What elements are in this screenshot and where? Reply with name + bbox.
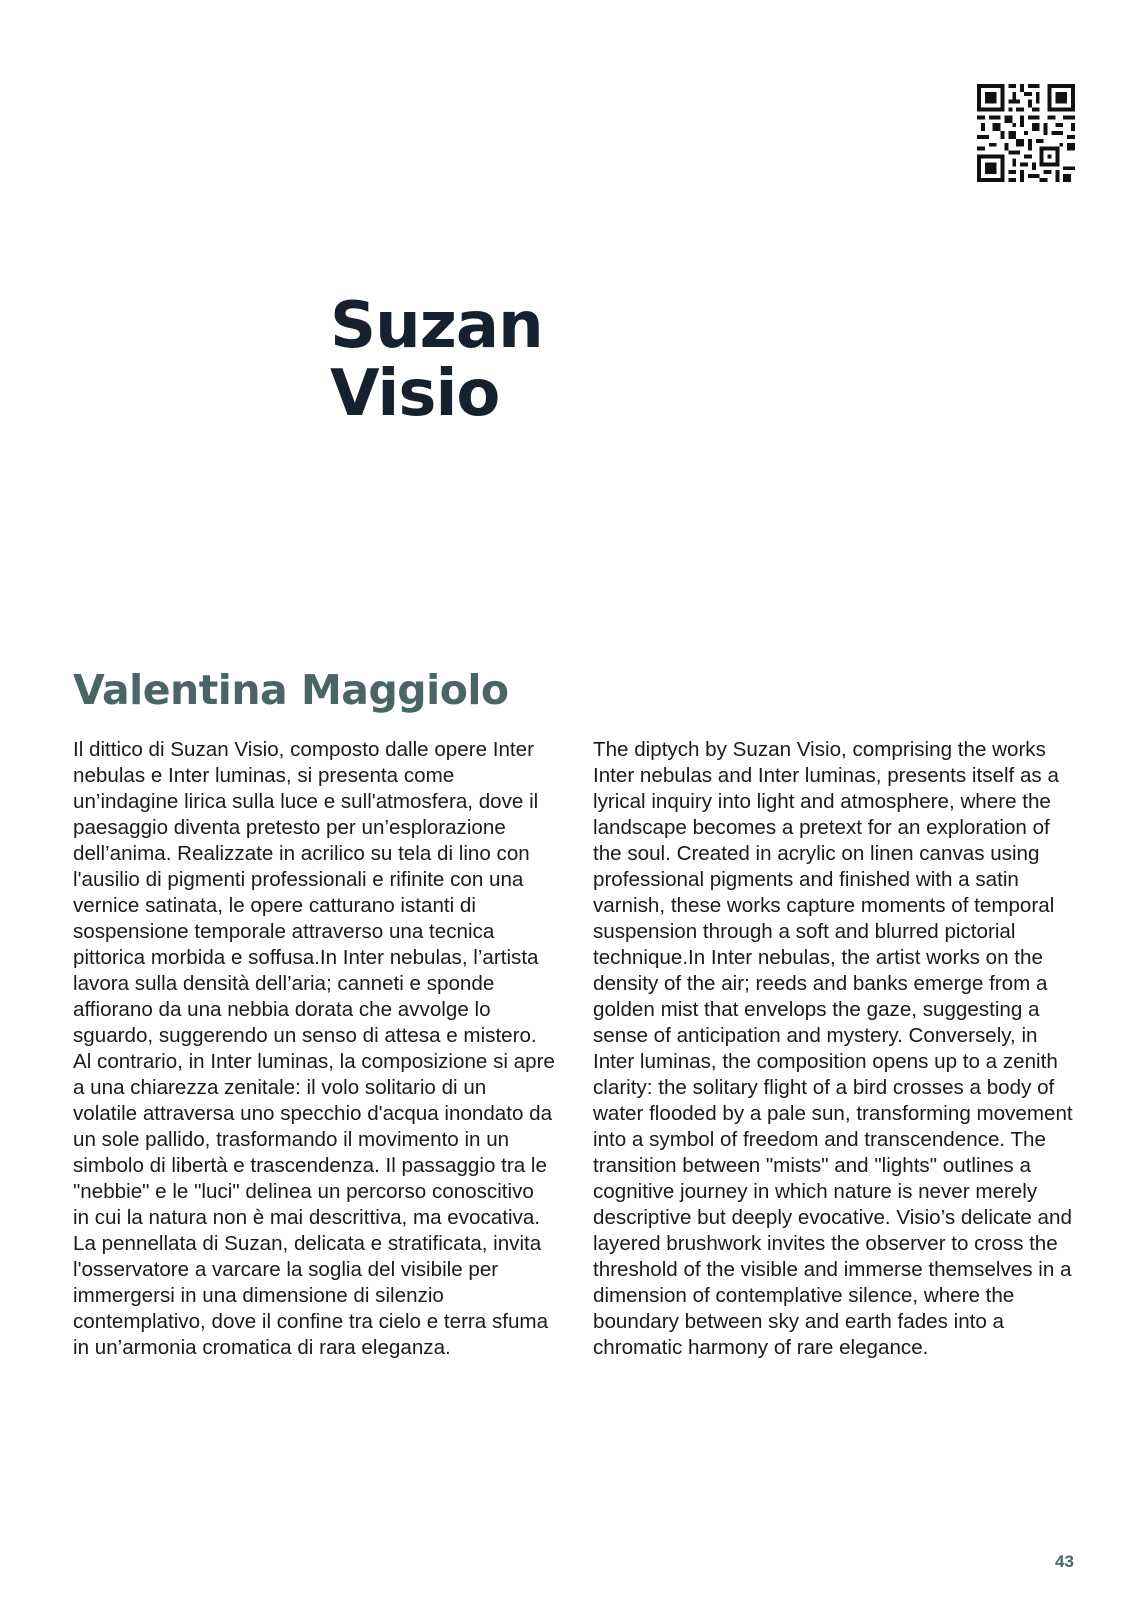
english-text-column: The diptych by Suzan Visio, comprising the works Inter nebulas and Inter luminas, presents itself as a lyrical inquiry into light and atmosphere, where the landscape becomes a pretext for an exploration of the soul. Created in acrylic on linen canvas using professional pigments and finished with a satin varnish, these works capture moments of temporal suspension through a soft and blurred pictorial technique.In Inter nebulas, the artist works on the density of the air; reeds and banks emerge from a golden mist that envelops the gaze, suggesting a sense of anticipation and mystery. Conversely, in Inter luminas, the composition opens up to a zenith clarity: the solitary flight of a bird crosses a body of water flooded by a pale sun, transforming movement into a symbol of freedom and transcendence. The transition between "mists" and "lights" outlines a cognitive journey in which nature is never merely descriptive but deeply evocative. Visio’s delicate and layered brushwork invites the observer to cross the threshold of the visible and immerse themselves in a dimension of contemplative silence, where the boundary between sky and earth fades into a chromatic harmony of rare elegance.	[593, 738, 1073, 1359]
artist-name-line1: Suzan	[330, 289, 543, 363]
qr-code-icon[interactable]	[977, 84, 1075, 182]
page-number: 43	[1055, 1552, 1074, 1571]
author-name: Valentina Maggiolo	[73, 666, 509, 714]
artist-name-line2: Visio	[330, 357, 500, 431]
qr-code-graphic	[977, 84, 1075, 182]
italian-text-column: Il dittico di Suzan Visio, composto dalle opere Inter nebulas e Inter luminas, si presenta come un’indagine lirica sulla luce e sull'atmosfera, dove il paesaggio diventa pretesto per un’esplorazione dell’anima. Realizzate in acrilico su tela di lino con l'ausilio di pigmenti professionali e rifinite con una vernice satinata, le opere catturano istanti di sospensione temporale attraverso una tecnica pittorica morbida e soffusa.In Inter nebulas, l’artista lavora sulla densità dell’aria; canneti e sponde affiorano da una nebbia dorata che avvolge lo sguardo, suggerendo un senso di attesa e mistero. Al contrario, in Inter luminas, la composizione si apre a una chiarezza zenitale: il volo solitario di un volatile attraversa uno specchio d'acqua inondato da un sole pallido, trasformando il movimento in un simbolo di libertà e trascendenza. Il passaggio tra le "nebbie" e le "luci" delinea un percorso conoscitivo in cui la natura non è mai descrittiva, ma evocativa. La pennellata di Suzan, delicata e stratificata, invita l'osservatore a varcare la soglia del visibile per immergersi in una dimensione di silenzio contemplativo, dove il confine tra cielo e terra sfuma in un’armonia cromatica di rara eleganza.	[73, 738, 555, 1359]
artist-name	[330, 289, 543, 431]
